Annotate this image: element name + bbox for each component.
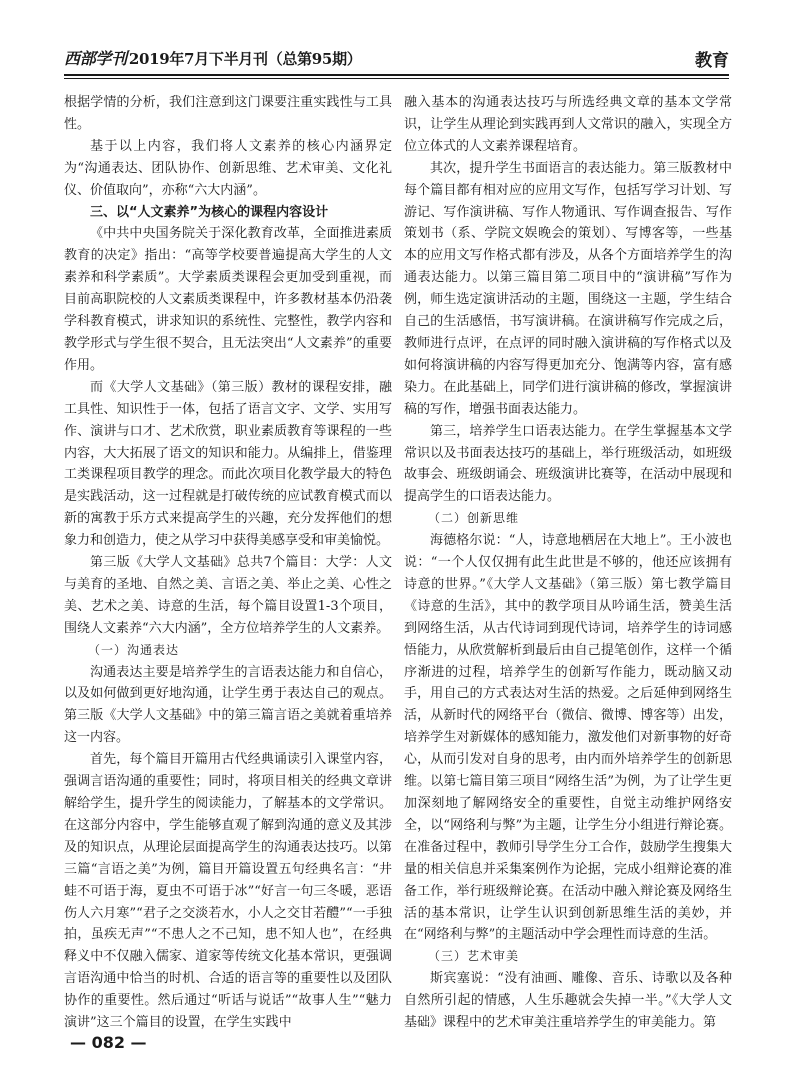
paragraph: 海德格尔说：“人，诗意地栖居在大地上”。王小波也说：“一个人仅仅拥有此生此世是不够的，他还应该拥有诗意的世界。”《大学人文基础》（第三版）第七教学篇目《诗意的生活》，其中的教学项目从吟诵生活，赞美生活到网络生活，从古代诗词到现代诗词，培养学生的诗词感悟能力，从欣赏解析到最后由自己提笔创作，这样一个循序渐进的过程，培养学生的创新写作能力，既动脑又动手，用自己的方式表达对生活的热爱。之后延伸到网络生活，从新时代的网络平台（微信、微博、博客等）出发，培养学生对新媒体的感知能力，激发他们对新事物的好奇心，从而引发对自身的思考，由内而外培养学生的创新思维。以第七篇目第三项目“网络生活”为例，为了让学生更加深刻地了解网络安全的重要性，自觉主动维护网络安全，以“网络利与弊”为主题，让学生分小组进行辩论赛。在准备过程中，教师引导学生分工合作，鼓励学生搜集大量的相关信息并采集案例作为论据，完成小组辩论赛的准备工作，举行班级辩论赛。在活动中融入辩论赛及网络生活的基本常识，让学生认识到创新思维生活的美妙，并在“网络利与弊”的主题活动中学会理性而诗意的生活。: [404, 533, 732, 943]
issue-info: 2019年7月下半月刊（总第95期）: [128, 50, 362, 68]
header-rule-thin: [64, 78, 729, 79]
paragraph: 第三，培养学生口语表达能力。在学生掌握基本文学常识以及书面表达技巧的基础上，举行班级活动，如班级故事会、班级朗诵会、班级演讲比赛等，在活动中展现和提高学生的口语表达能力。: [404, 423, 732, 505]
page-number: — 082 —: [70, 1033, 147, 1052]
paragraph: 沟通表达主要是培养学生的言语表达能力和自信心，以及如何做到更好地沟通，让学生勇于表达自己的观点。第三版《大学人文基础》中的第三篇言语之美就着重培养这一内容。: [64, 664, 392, 746]
left-column: [64, 92, 392, 1034]
paragraph: 根据学情的分析，我们注意到这门课要注重实践性与工具性。: [64, 95, 392, 132]
paragraph: 基于以上内容，我们将人文素养的核心内涵界定为“沟通表达、团队协作、创新思维、艺术审美、文化礼仪、价值取向”，亦称“六大内涵”。: [64, 138, 392, 198]
paragraph: 《中共中央国务院关于深化教育改革，全面推进素质教育的决定》指出：“高等学校要普遍提高大学生的人文素养和科学素质”。大学素质类课程会更加受到重视，而目前高职院校的人文素质类课程中，许多教材基本仍沿袭学科教育模式，讲求知识的系统性、完整性，教学内容和教学形式与学生很不契合，且无法突出“人文素养”的重要作用。: [64, 226, 392, 373]
paragraph: 首先，每个篇目开篇用古代经典诵读引入课堂内容，强调言语沟通的重要性；同时，将项目相关的经典文章讲解给学生，提升学生的阅读能力，了解基本的文学常识。在这部分内容中，学生能够直观了解到沟通的意义及其涉及的知识点，从理论层面提高学生的沟通表达技巧。以第三篇“言语之美”为例，篇目开篇设置五句经典名言：“井蛙不可语于海，夏虫不可语于冰”“好言一句三冬暖，恶语伤人六月寒”“君子之交淡若水，小人之交甘若醴”“一手独拍，虽疾无声”“不患人之不己知，患不知人也”，在经典释义中不仅融入儒家、道家等传统文化基本常识，更强调言语沟通中恰当的时机、合适的语言等的重要性以及团队协作的重要性。然后通过“听话与说话”“故事人生”“魅力演讲”这三个篇目的设置，在学生实践中: [64, 752, 392, 1031]
page-header: [64, 38, 729, 78]
paragraph: 斯宾塞说：“没有油画、雕像、音乐、诗歌以及各种自然所引起的情感，人生乐趣就会失掉一半。”《大学人文基础》课程中的艺术审美注重培养学生的审美能力。第: [404, 971, 732, 1031]
paragraph: 而《大学人文基础》（第三版）教材的课程安排，融工具性、知识性于一体，包括了语言文字、文学、实用写作、演讲与口才、艺术欣赏，职业素质教育等课程的一些内容，大大拓展了语文的知识和能力。从编排上，借鉴理工类课程项目教学的理念。而此次项目化教学最大的特色是实践活动，这一过程就是打破传统的应试教育模式而以新的寓教于乐方式来提高学生的兴趣，充分发挥他们的想象力和创造力，使之从学习中获得美感享受和审美愉悦。: [64, 379, 392, 549]
paragraph: 其次，提升学生书面语言的表达能力。第三版教材中每个篇目都有相对应的应用文写作，包括写学习计划、写游记、写作演讲稿、写作人物通讯、写作调查报告、写作策划书（系、学院文娱晚会的策划）、写博客等，一些基本的应用文写作格式都有涉及，从各个方面培养学生的沟通表达能力。以第三篇目第二项目中的“演讲稿”写作为例，师生选定演讲活动的主题，围绕这一主题，学生结合自己的生活感悟，书写演讲稿。在演讲稿写作完成之后，教师进行点评，在点评的同时融入演讲稿的写作格式以及如何将演讲稿的内容写得更加充分、饱满等内容，富有感染力。在此基础上，同学们进行演讲稿的修改，掌握演讲稿的写作，增强书面表达能力。: [404, 160, 732, 417]
subsection-heading: （三）艺术审美: [428, 949, 520, 964]
journal-logo: 西部学刊: [64, 49, 127, 68]
paragraph: 融入基本的沟通表达技巧与所选经典文章的基本文学常识，让学生从理论到实践再到人文常识的融入，实现全方位立体式的人文素养课程培育。: [404, 95, 732, 154]
header-rule-thick: [64, 74, 729, 76]
subsection-heading: （一）沟通表达: [88, 642, 180, 657]
subsection-heading: （二）创新思维: [428, 511, 520, 526]
journal-title: [64, 46, 361, 69]
paragraph: 第三版《大学人文基础》总共7个篇目：大学：人文与美育的圣地、自然之美、言语之美、举止之美、心性之美、艺术之美、诗意的生活，每个篇目设置1-3个项目，围绕人文素养“六大内涵”，全方位培养学生的人文素养。: [64, 555, 392, 636]
section-heading: 三、以“人文素养”为核心的课程内容设计: [90, 204, 329, 220]
section-label: 教育: [695, 51, 729, 71]
right-column: [404, 92, 732, 1034]
